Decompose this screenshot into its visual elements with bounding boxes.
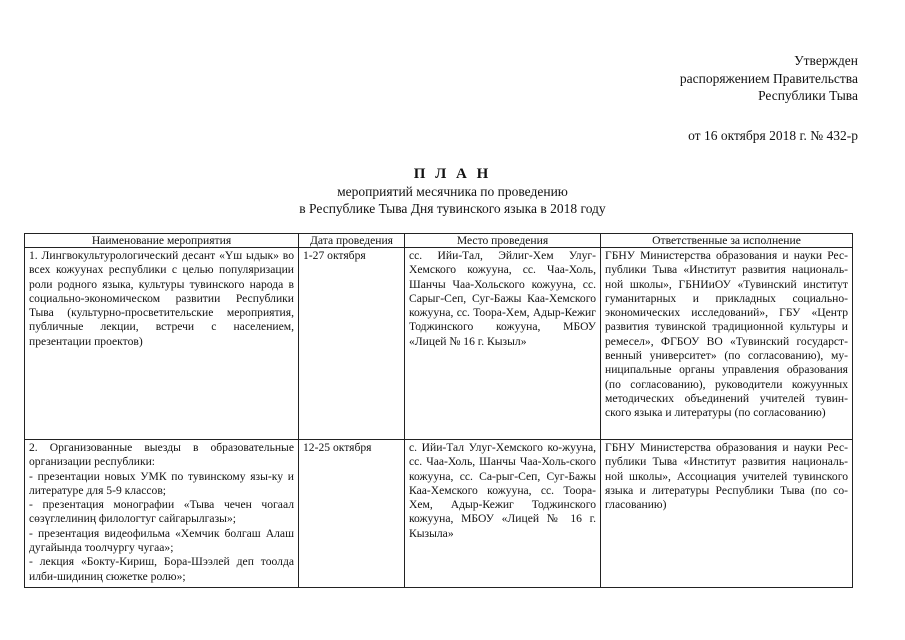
column-header-date: Дата проведения	[299, 234, 405, 248]
approval-block	[560, 52, 858, 144]
table-row	[25, 248, 853, 440]
event-line: 2. Организованные выезды в образовательные организации республики:	[29, 441, 294, 469]
approval-date: от 16 октября 2018 г. № 432-р	[688, 127, 858, 143]
column-header-responsible: Ответственные за исполнение	[601, 234, 853, 248]
events-table	[24, 233, 853, 588]
event-line: - презентация видеофильма «Хемчик болгаш Алаш дугайында тоолчургу чугаа»;	[29, 526, 294, 555]
responsible-cell: ГБНУ Министерства образования и науки Рес-публики Тыва «Институт развития националь-ной школы», Ассоциация учителей тувинского языка и литературы Республики Тыва (по со-гласованию)	[601, 440, 853, 588]
table-row	[25, 440, 853, 588]
event-line: - лекция «Бокту-Кириш, Бора-Шээлей деп тоолда илби-шидиниң сюжетке ролю»;	[29, 555, 294, 583]
table-header-row	[25, 234, 853, 248]
date-cell: 12-25 октября	[299, 440, 405, 588]
place-cell: сс. Ийи-Тал, Эйлиг-Хем Улуг-Хемского кожууна, сс. Чаа-Холь, Шанчы Чаа-Хольского кожууна, сс. Сарыг-Сеп, Суг-Бажы Каа-Хемского кожууна, сс. Тоора-Хем, Адыр-Кежиг Тоджинского кожууна, МБОУ «Лицей № 16 г. Кызыл»	[405, 248, 601, 440]
event-cell	[25, 440, 299, 588]
column-header-event: Наименование мероприятия	[25, 234, 299, 248]
place-cell: с. Ийи-Тал Улуг-Хемского ко-жууна, сс. Чаа-Холь, Шанчы Чаа-Холь-ского кожууна, сс. Са-рыг-Сеп, Суг-Бажы Каа-Хемского кожууна, сс. Тоора-Хем, Адыр-Кежиг Тоджинского кожууна, МБОУ «Лицей № 16 г. Кызыла»	[405, 440, 601, 588]
responsible-cell: ГБНУ Министерства образования и науки Рес-публики Тыва «Институт развития националь-ной школы», ГБНИиОУ «Тувинский институт гуманитарных и прикладных социально-экономических исследований», ГБУ «Центр развития тувинской традиционной культуры и ремесел», ФГБОУ ВО «Тувинский государст-венный университет» (по согласованию), му-ниципальные органы управления образования (по согласованию), руководители кожуунных методических объединений учителей тувин-ского языка и литературы (по согласованию)	[601, 248, 853, 440]
document-subtitle-2: в Республике Тыва Дня тувинского языка в 2018 году	[299, 201, 606, 216]
approval-republic: Республики Тыва	[758, 88, 858, 103]
event-cell: 1. Лингвокультурологический десант «Үш ыдык» во всех кожуунах республики с целью популяризации роли родного языка, культуры тувинского народа в социально-экономическом развитии Республики Тыва (культурно-просветительские мероприятия, публичные лекции, встречи с населением, презентации проектов)	[25, 248, 299, 440]
document-title: П Л А Н	[413, 166, 492, 182]
document-heading	[0, 165, 905, 217]
event-line: - презентация монографии «Тыва чечен чогаал сөзүглелиниң филологтуг сайгарылгазы»;	[29, 498, 294, 526]
document-subtitle-1: мероприятий месячника по проведению	[337, 184, 568, 199]
approval-order: распоряжением Правительства	[679, 70, 858, 86]
date-cell: 1-27 октября	[299, 248, 405, 440]
column-header-place: Место проведения	[405, 234, 601, 248]
approval-approved: Утвержден	[794, 53, 858, 68]
event-line: - презентации новых УМК по тувинскому язы-ку и литературе для 5-9 классов;	[29, 469, 294, 497]
